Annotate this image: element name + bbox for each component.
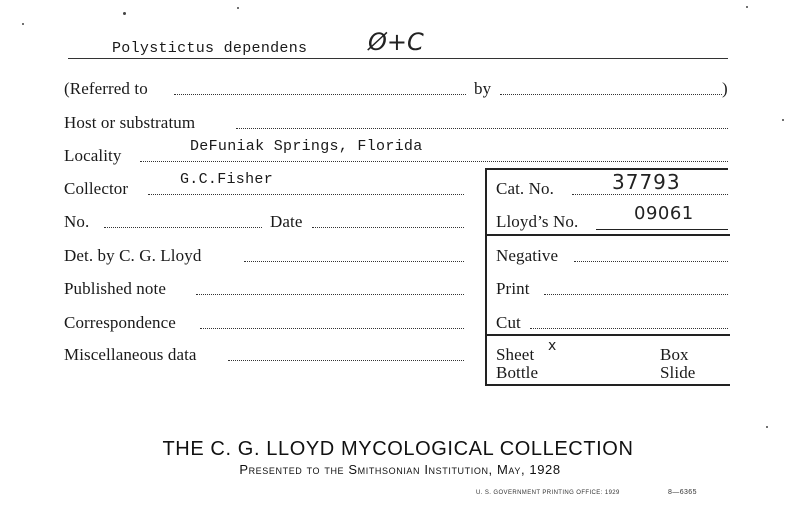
species-name: Polystictus dependens xyxy=(112,40,308,57)
cat-no-value: 37793 xyxy=(612,170,681,194)
collector-line xyxy=(148,194,464,195)
det-by-label: Det. by C. G. Lloyd xyxy=(64,246,202,265)
lloyds-no-value: 09061 xyxy=(634,203,694,224)
collection-title: THE C. G. LLOYD MYCOLOGICAL COLLECTION xyxy=(162,438,634,460)
collector-value: G.C.Fisher xyxy=(180,171,274,188)
no-line xyxy=(104,227,262,228)
host-line xyxy=(236,128,728,129)
negative-label: Negative xyxy=(496,246,559,265)
print-label: Print xyxy=(496,279,530,298)
sheet-mark: x xyxy=(548,338,557,354)
form-number: 8—6365 xyxy=(668,489,697,496)
referred-to-label: (Referred to xyxy=(64,79,148,98)
cut-line xyxy=(530,328,728,329)
cut-label: Cut xyxy=(496,313,521,332)
date-line xyxy=(312,227,464,228)
no-label: No. xyxy=(64,212,90,231)
lloyds-no-label: Lloyd’s No. xyxy=(496,212,579,231)
correspondence-label: Correspondence xyxy=(64,313,176,332)
right-box-divider-lower xyxy=(486,334,730,336)
locality-label: Locality xyxy=(64,146,122,165)
misc-line xyxy=(228,360,464,361)
right-box-left xyxy=(485,168,487,386)
collection-subtitle: Presented to the Smithsonian Institution, May, 1928 xyxy=(239,462,561,477)
species-line xyxy=(68,58,728,59)
date-label: Date xyxy=(270,212,303,231)
scan-speck xyxy=(766,426,768,428)
det-by-line xyxy=(244,261,464,262)
right-box-top xyxy=(486,168,728,170)
slide-label: Slide xyxy=(660,363,696,382)
negative-line xyxy=(574,261,728,262)
printing-office-note: U. S. GOVERNMENT PRINTING OFFICE: 1929 xyxy=(476,490,620,496)
scan-speck xyxy=(123,12,126,15)
right-box-divider xyxy=(486,234,730,236)
referred-to-line xyxy=(174,94,466,95)
locality-value: DeFuniak Springs, Florida xyxy=(190,138,423,155)
handwritten-annotation: Ø+C xyxy=(368,28,424,56)
cat-no-line xyxy=(572,194,728,195)
lloyds-no-line xyxy=(596,229,728,230)
collector-label: Collector xyxy=(64,179,129,198)
scan-speck xyxy=(746,6,748,8)
box-label: Box xyxy=(660,345,689,364)
scan-speck xyxy=(782,119,784,121)
sheet-label: Sheet xyxy=(496,345,535,364)
by-line xyxy=(500,94,722,95)
by-label: by xyxy=(474,79,492,98)
scan-speck xyxy=(22,23,24,25)
published-note-label: Published note xyxy=(64,279,166,298)
locality-line xyxy=(140,161,728,162)
print-line xyxy=(544,294,728,295)
cat-no-label: Cat. No. xyxy=(496,179,554,198)
host-label: Host or substratum xyxy=(64,113,196,132)
right-box-bottom xyxy=(486,384,730,386)
bottle-label: Bottle xyxy=(496,363,539,382)
correspondence-line xyxy=(200,328,464,329)
scan-speck xyxy=(237,7,239,9)
published-note-line xyxy=(196,294,464,295)
misc-label: Miscellaneous data xyxy=(64,345,197,364)
close-paren: ) xyxy=(722,79,728,98)
